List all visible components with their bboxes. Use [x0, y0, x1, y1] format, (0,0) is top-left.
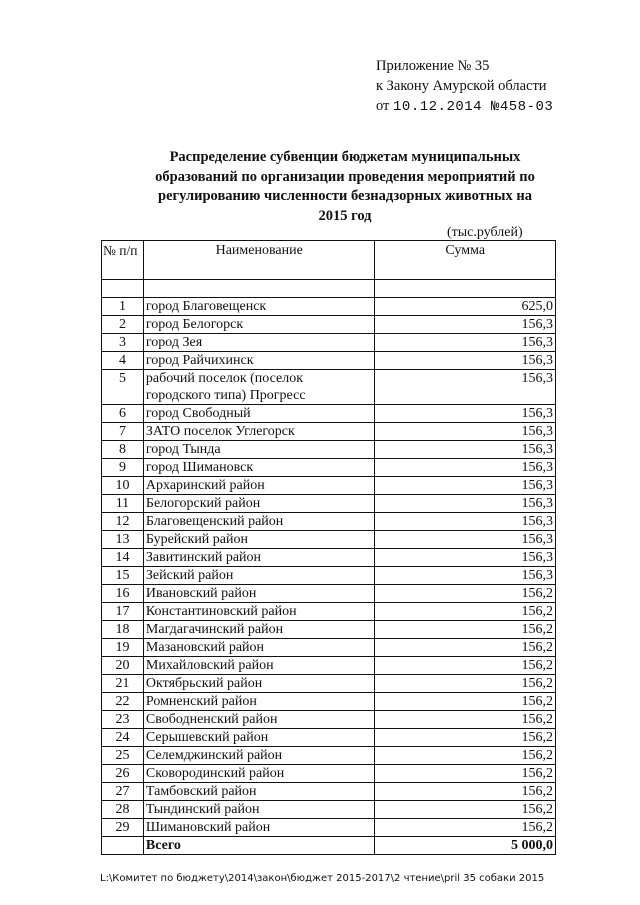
- row-name: Шимановский район: [143, 819, 375, 837]
- row-number: 7: [102, 423, 144, 441]
- row-amount: 156,2: [375, 603, 556, 621]
- table-row: [102, 801, 556, 819]
- row-number: 23: [102, 711, 144, 729]
- table-row: [102, 531, 556, 549]
- row-amount: 156,2: [375, 819, 556, 837]
- row-number: 1: [102, 298, 144, 316]
- row-name: город Шимановск: [143, 459, 375, 477]
- row-number: 2: [102, 316, 144, 334]
- row-amount: 156,2: [375, 801, 556, 819]
- row-number: 4: [102, 352, 144, 370]
- row-amount: 156,3: [375, 549, 556, 567]
- total-label: Всего: [143, 837, 375, 855]
- table-row: [102, 459, 556, 477]
- row-amount: 156,3: [375, 531, 556, 549]
- table-body: [102, 280, 556, 855]
- row-number: 29: [102, 819, 144, 837]
- row-name-line-1: рабочий поселок (поселок: [145, 371, 304, 386]
- table-row: [102, 675, 556, 693]
- appendix-header: [376, 56, 553, 117]
- table-row: [102, 477, 556, 495]
- row-name: Белогорский район: [143, 495, 375, 513]
- row-number: 11: [102, 495, 144, 513]
- table-header-row: [102, 241, 556, 280]
- row-amount: 156,3: [375, 459, 556, 477]
- row-number: 22: [102, 693, 144, 711]
- table-row: [102, 513, 556, 531]
- row-number: 9: [102, 459, 144, 477]
- row-number: 27: [102, 783, 144, 801]
- appendix-number: Приложение № 35: [376, 58, 490, 74]
- row-name: [143, 370, 375, 405]
- table-row: [102, 747, 556, 765]
- row-amount: 156,3: [375, 441, 556, 459]
- total-num-cell: [102, 837, 144, 855]
- table-row: [102, 567, 556, 585]
- table-row: [102, 405, 556, 423]
- table-row: [102, 657, 556, 675]
- row-number: 10: [102, 477, 144, 495]
- row-amount: 156,2: [375, 711, 556, 729]
- table-row: [102, 352, 556, 370]
- row-name: Ромненский район: [143, 693, 375, 711]
- units-label: (тыс.рублей): [447, 225, 523, 240]
- appendix-date-prefix: от: [376, 98, 390, 114]
- row-amount: 156,2: [375, 657, 556, 675]
- row-number: 24: [102, 729, 144, 747]
- row-name: Мазановский район: [143, 639, 375, 657]
- title-line-2: образований по организации проведения мероприятий по: [155, 168, 535, 185]
- row-number: 18: [102, 621, 144, 639]
- row-amount: 156,2: [375, 675, 556, 693]
- total-amount: 5 000,0: [375, 837, 556, 855]
- row-amount: 156,2: [375, 729, 556, 747]
- row-amount: 156,3: [375, 513, 556, 531]
- row-amount: 156,2: [375, 693, 556, 711]
- row-amount: 156,2: [375, 639, 556, 657]
- row-number: 26: [102, 765, 144, 783]
- table-row: [102, 639, 556, 657]
- row-name: город Свободный: [143, 405, 375, 423]
- row-number: 17: [102, 603, 144, 621]
- row-amount: 156,3: [375, 316, 556, 334]
- row-amount: 156,2: [375, 585, 556, 603]
- row-name: Зейский район: [143, 567, 375, 585]
- table-row: [102, 585, 556, 603]
- row-number: 15: [102, 567, 144, 585]
- row-name: Завитинский район: [143, 549, 375, 567]
- row-amount: 156,3: [375, 370, 556, 405]
- row-name: ЗАТО поселок Углегорск: [143, 423, 375, 441]
- row-number: 19: [102, 639, 144, 657]
- row-amount: 156,3: [375, 352, 556, 370]
- row-name: Октябрьский район: [143, 675, 375, 693]
- row-name: Тындинский район: [143, 801, 375, 819]
- row-name: город Белогорск: [143, 316, 375, 334]
- row-name: Ивановский район: [143, 585, 375, 603]
- appendix-date-value: 10.12.2014 №458-03: [393, 99, 554, 115]
- title-line-4: 2015 год: [318, 207, 372, 224]
- row-name: Тамбовский район: [143, 783, 375, 801]
- row-amount: 156,3: [375, 567, 556, 585]
- row-name: город Зея: [143, 334, 375, 352]
- row-amount: 156,3: [375, 423, 556, 441]
- header-num: № п/п: [102, 241, 144, 280]
- title-line-3: регулированию численности безнадзорных животных на: [158, 188, 532, 204]
- table-row: [102, 603, 556, 621]
- row-name-line-2: городского типа) Прогресс: [145, 388, 306, 403]
- file-path-footer: L:\Комитет по бюджету\2014\закон\бюджет 2015-2017\2 чтение\pril 35 собаки 2015: [100, 873, 545, 884]
- row-number: 14: [102, 549, 144, 567]
- row-number: 5: [102, 370, 144, 405]
- table-row: [102, 423, 556, 441]
- header-amount: Сумма: [375, 241, 556, 280]
- row-number: 6: [102, 405, 144, 423]
- appendix-law: к Закону Амурской области: [376, 78, 547, 94]
- row-number: 12: [102, 513, 144, 531]
- table-total-row: [102, 837, 556, 855]
- row-name: Бурейский район: [143, 531, 375, 549]
- row-amount: 625,0: [375, 298, 556, 316]
- table-row: [102, 783, 556, 801]
- row-name: Селемджинский район: [143, 747, 375, 765]
- row-number: 3: [102, 334, 144, 352]
- appendix-date: [376, 96, 553, 117]
- row-name: Свободненский район: [143, 711, 375, 729]
- table-row: [102, 765, 556, 783]
- row-name: Сковородинский район: [143, 765, 375, 783]
- row-number: 20: [102, 657, 144, 675]
- row-amount: 156,2: [375, 621, 556, 639]
- row-number: 28: [102, 801, 144, 819]
- table-row: [102, 316, 556, 334]
- table-row: [102, 298, 556, 316]
- table-row: [102, 549, 556, 567]
- row-amount: 156,3: [375, 405, 556, 423]
- row-number: 21: [102, 675, 144, 693]
- row-name: Серышевский район: [143, 729, 375, 747]
- row-number: 16: [102, 585, 144, 603]
- title-line-1: Распределение субвенции бюджетам муниципальных: [169, 149, 521, 165]
- row-amount: 156,3: [375, 477, 556, 495]
- row-amount: 156,3: [375, 334, 556, 352]
- row-name: Архаринский район: [143, 477, 375, 495]
- table-row: [102, 819, 556, 837]
- table-row: [102, 729, 556, 747]
- row-name: Константиновский район: [143, 603, 375, 621]
- header-name: Наименование: [143, 241, 375, 280]
- row-name: город Райчихинск: [143, 352, 375, 370]
- table-row: [102, 370, 556, 405]
- row-amount: 156,2: [375, 765, 556, 783]
- table-row: [102, 693, 556, 711]
- table-row: [102, 334, 556, 352]
- row-amount: 156,2: [375, 747, 556, 765]
- table-row: [102, 495, 556, 513]
- row-name: Благовещенский район: [143, 513, 375, 531]
- row-amount: 156,2: [375, 783, 556, 801]
- row-number: 25: [102, 747, 144, 765]
- row-name: Михайловский район: [143, 657, 375, 675]
- document-title: [120, 148, 570, 226]
- row-name: город Тында: [143, 441, 375, 459]
- table-row: [102, 711, 556, 729]
- table-row: [102, 441, 556, 459]
- row-name: город Благовещенск: [143, 298, 375, 316]
- row-number: 13: [102, 531, 144, 549]
- row-number: 8: [102, 441, 144, 459]
- subvention-table: [101, 240, 556, 855]
- row-amount: 156,3: [375, 495, 556, 513]
- table-spacer-row: [102, 280, 556, 298]
- table-row: [102, 621, 556, 639]
- row-name: Магдагачинский район: [143, 621, 375, 639]
